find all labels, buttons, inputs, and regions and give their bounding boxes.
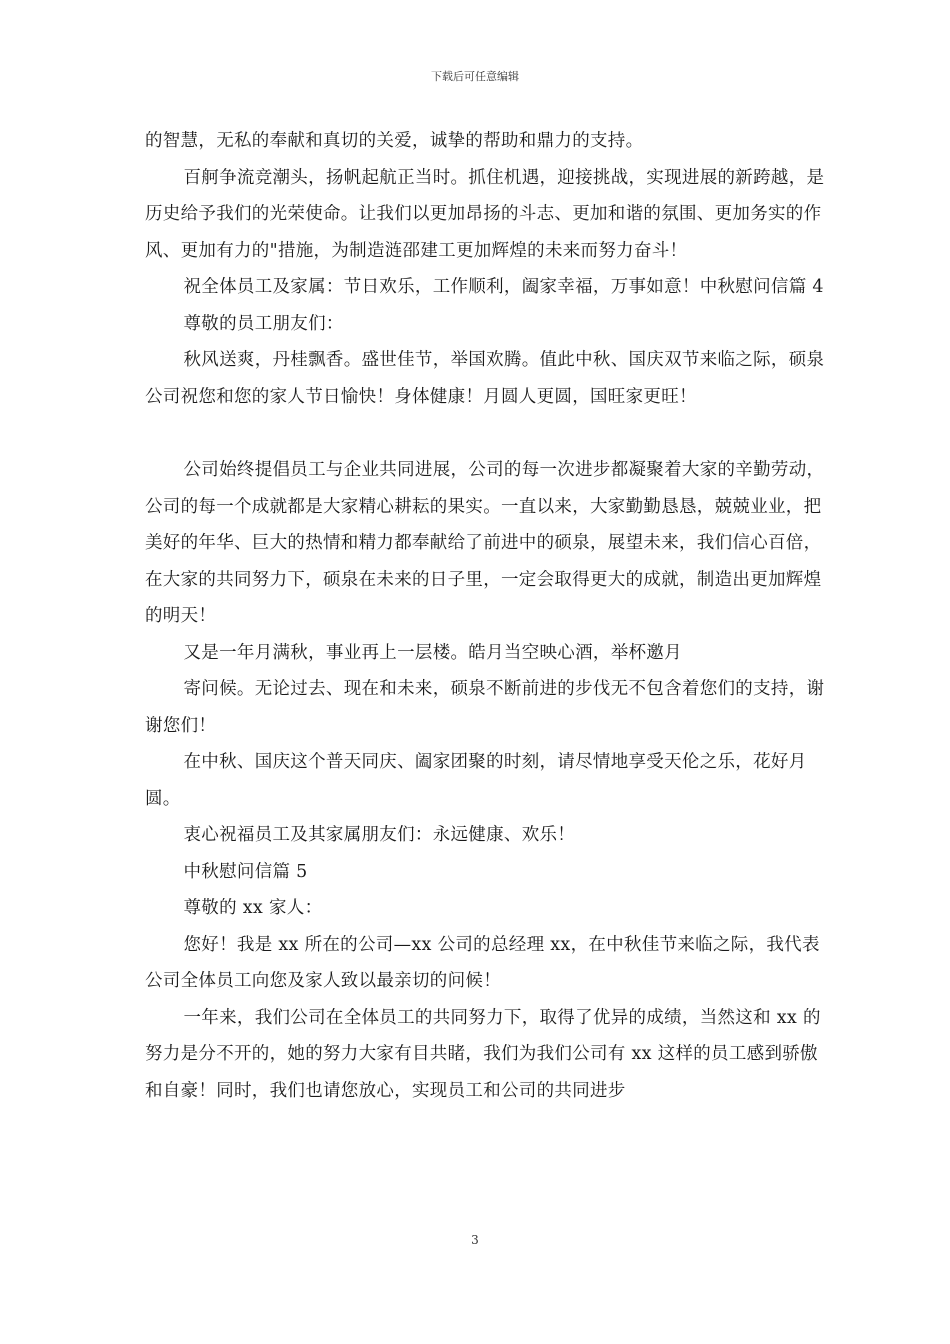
document-body (145, 123, 825, 1109)
paragraph: 您好！我是 xx 所在的公司—xx 公司的总经理 xx，在中秋佳节来临之际，我代表公司全体员工向您及家人致以最亲切的问候！ (145, 934, 820, 991)
paragraph: 的智慧，无私的奉献和真切的关爱，诚挚的帮助和鼎力的支持。 (145, 131, 644, 151)
paragraph: 祝全体员工及家属：节日欢乐，工作顺利，阖家幸福，万事如意！中秋慰问信篇 4 (183, 277, 824, 297)
salutation: 尊敬的 xx 家人： (183, 898, 323, 918)
paragraph: 百舸争流竞潮头，扬帆起航正当时。抓住机遇，迎接挑战，实现进展的新跨越，是历史给予我们的光荣使命。让我们以更加昂扬的斗志、更加和谐的氛围、更加务实的作风、更加有力的"措施，为制造涟邵建工更加辉煌的未来而努力奋斗！ (145, 167, 825, 261)
paragraph: 公司始终提倡员工与企业共同进展，公司的每一次进步都凝聚着大家的辛勤劳动，公司的每一个成就都是大家精心耕耘的果实。一直以来，大家勤勤恳恳，兢兢业业，把美好的年华、巨大的热情和精力都奉献给了前进中的硕泉，展望未来，我们信心百倍，在大家的共同努力下，硕泉在未来的日子里，一定会取得更大的成就，制造出更加辉煌的明天！ (145, 460, 825, 626)
paragraph: 在中秋、国庆这个普天同庆、阖家团聚的时刻，请尽情地享受天伦之乐，花好月圆。 (145, 752, 807, 809)
section-title: 中秋慰问信篇 5 (183, 861, 308, 882)
paragraph: 一年来，我们公司在全体员工的共同努力下，取得了优异的成绩，当然这和 xx 的努力是分不开的，她的努力大家有目共睹，我们为我们公司有 xx 这样的员工感到骄傲和自豪！同时，我们也请您放心，实现员工和公司的共同进步 (145, 1007, 821, 1101)
paragraph: 秋风送爽，丹桂飘香。盛世佳节，举国欢腾。值此中秋、国庆双节来临之际，硕泉公司祝您和您的家人节日愉快！身体健康！月圆人更圆，国旺家更旺！ (145, 350, 825, 407)
page-header: 下载后可任意编辑 (431, 70, 519, 83)
paragraph: 寄问候。无论过去、现在和未来，硕泉不断前进的步伐无不包含着您们的支持，谢谢您们！ (145, 679, 825, 736)
page-number: 3 (471, 1233, 479, 1247)
salutation: 尊敬的员工朋友们： (183, 313, 344, 334)
paragraph: 衷心祝福员工及其家属朋友们：永远健康、欢乐！ (183, 825, 576, 845)
paragraph: 又是一年月满秋，事业再上一层楼。皓月当空映心酒，举杯邀月 (183, 642, 682, 663)
